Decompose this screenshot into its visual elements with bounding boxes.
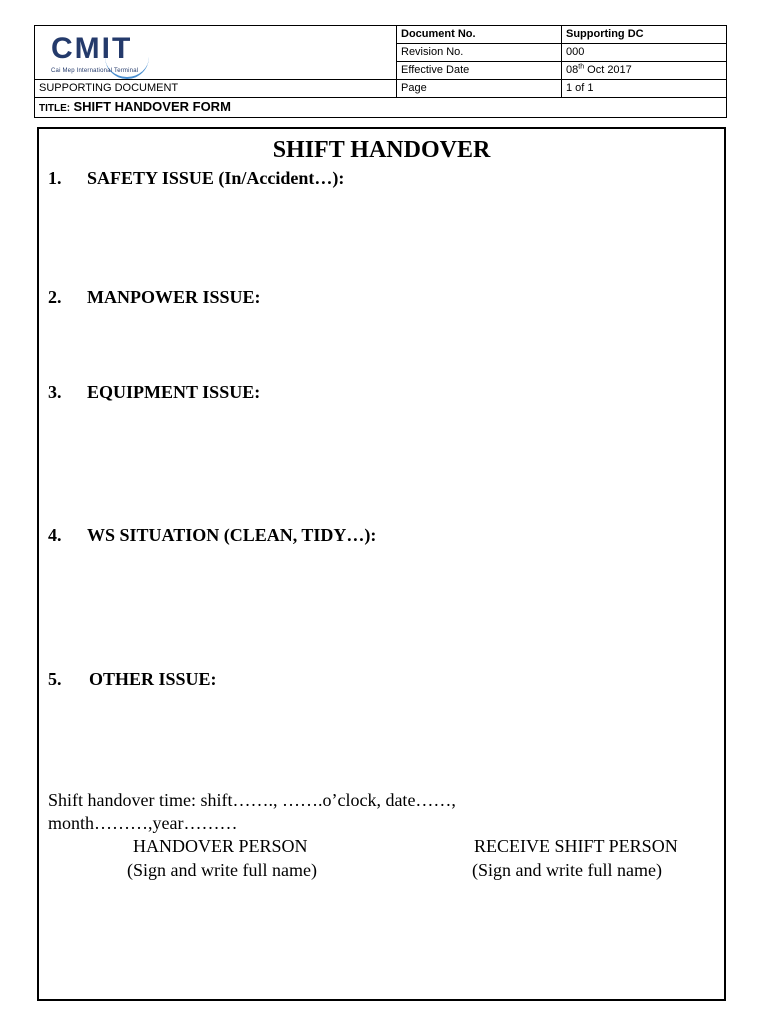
item-safety-issue: 1. SAFETY ISSUE (In/Accident…):	[48, 168, 345, 188]
item-equipment-issue: 3. EQUIPMENT ISSUE:	[48, 382, 261, 402]
document-header	[34, 25, 726, 120]
item-other-issue: 5. OTHER ISSUE:	[48, 669, 217, 689]
item-manpower-issue: 2. MANPOWER ISSUE:	[48, 287, 261, 307]
handover-time-line-2: month………,year………	[48, 813, 238, 833]
revision-value: 000	[562, 44, 727, 62]
page-value: 1 of 1	[562, 80, 727, 98]
handover-time-line-1: Shift handover time: shift……., …….o’clock, date……,	[48, 790, 456, 810]
effective-date-value: 08th Oct 2017	[562, 62, 727, 80]
logo-wordmark: CMIT	[51, 31, 133, 65]
item-ws-situation: 4. WS SITUATION (CLEAN, TIDY…):	[48, 525, 377, 545]
logo-subtitle: Cai Mep International Terminal	[51, 67, 139, 74]
title-label: TITLE:	[39, 103, 71, 114]
handover-person-note: (Sign and write full name)	[127, 860, 317, 880]
effective-date-label: Effective Date	[397, 62, 562, 80]
doc-type: SUPPORTING DOCUMENT	[35, 80, 397, 98]
handover-person-label: HANDOVER PERSON	[133, 836, 308, 856]
handover-form	[37, 127, 726, 1001]
cmit-logo	[47, 27, 197, 79]
title-value: SHIFT HANDOVER FORM	[73, 99, 231, 114]
title-row	[35, 98, 727, 118]
doc-no-value: Supporting DC	[562, 26, 727, 44]
doc-no-label: Document No.	[397, 26, 562, 44]
form-heading: SHIFT HANDOVER	[272, 137, 491, 163]
receive-person-label: RECEIVE SHIFT PERSON	[474, 836, 678, 856]
receive-person-note: (Sign and write full name)	[472, 860, 662, 880]
header-table	[34, 25, 727, 118]
page-label: Page	[397, 80, 562, 98]
logo-cell	[35, 26, 397, 80]
revision-label: Revision No.	[397, 44, 562, 62]
